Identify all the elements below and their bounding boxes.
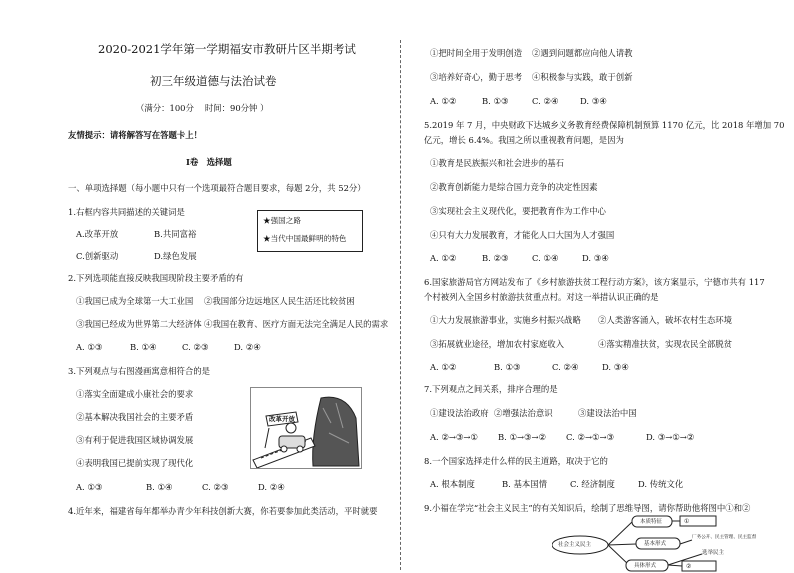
q1-option-d: D.绿色发展 (154, 251, 197, 261)
q9-stem: 9.小福在学完“社会主义民主”的有关知识后，绘制了思维导图，请你帮助他将图中①和② (424, 503, 751, 513)
q6-item-1: ①大力发展旅游事业，实施乡村振兴战略 (430, 315, 581, 325)
q6-stem-line-1: 6.国家旅游局官方网站发布了《乡村旅游扶贫工程行动方案》，该方案显示，宁德市共有 117 (424, 277, 765, 287)
q1-keyword-box (257, 210, 363, 252)
q8-stem: 8.一个国家选择走什么样的民主道路，取决于它的 (424, 456, 608, 466)
q4-option-d: D. ③④ (580, 96, 607, 106)
q6-option-b: B. ①③ (494, 362, 521, 372)
q7-option-d: D. ③→①→② (646, 432, 695, 442)
q7-item-3: ③建设法治中国 (578, 408, 637, 418)
q4-item-3: ③培养好奇心，勤于思考 (430, 72, 523, 82)
q2-option-a: A. ①③ (76, 342, 103, 352)
q5-item-3: ③实现社会主义现代化，要把教育作为工作中心 (430, 206, 606, 216)
q7-item-2: ②增强法治意识 (494, 408, 553, 418)
q7-stem: 7.下列观点之间关系，排序合理的是 (424, 384, 558, 394)
cartoon-sign-label: 改革开放 (269, 415, 295, 423)
q2-item-4: ④我国在教育、医疗方面无法完全满足人民的需求 (204, 319, 389, 329)
mind-map-label-supervision: 厂务公开、民主管理、民主监督 (692, 535, 757, 540)
column-divider (400, 40, 401, 570)
q3-option-b: B. ①④ (146, 482, 173, 492)
q2-option-c: C. ②③ (182, 342, 209, 352)
q6-item-4: ④落实精准扶贫，实现农民全部脱贫 (598, 339, 732, 349)
q2-item-3: ③我国已经成为世界第二大经济体 (76, 319, 202, 329)
q5-item-1: ①教育是民族振兴和社会进步的基石 (430, 158, 564, 168)
q7-option-b: B. ①→③→② (498, 432, 547, 442)
q5-option-c: C. ①④ (532, 253, 559, 263)
q8-option-b: B. 基本国情 (502, 479, 547, 489)
q3-stem: 3.下列观点与右图漫画寓意相符合的是 (68, 366, 210, 376)
q2-item-1: ①我国已成为全球第一大工业国 (76, 296, 194, 306)
mind-map-center: 社会主义民主 (558, 542, 592, 548)
q7-option-c: C. ②→①→③ (566, 432, 614, 442)
q3-item-3: ③有利于促进我国区域协调发展 (76, 435, 194, 445)
q3-cartoon (250, 387, 362, 469)
q8-option-a: A. 根本制度 (430, 479, 475, 489)
q6-item-2: ②人类游客涌入，破坏农村生态环境 (598, 315, 732, 325)
mind-map-node-3: 具体形式 (634, 563, 657, 569)
cartoon-illustration (251, 388, 361, 468)
q8-option-c: C. 经济制度 (570, 479, 615, 489)
q2-stem: 2.下列选项能直接反映我国现阶段主要矛盾的有 (68, 273, 244, 283)
mind-map-blank-2: ② (686, 563, 692, 570)
q6-option-d: D. ③④ (602, 362, 629, 372)
q3-item-4: ④表明我国已提前实现了现代化 (76, 458, 194, 468)
q2-option-d: D. ②④ (234, 342, 261, 352)
q5-stem-line-2: 亿元，增长 6.4%。我国之所以重视教育问题，是因为 (424, 135, 624, 145)
q1-option-c: C.创新驱动 (76, 251, 119, 261)
q1-box-line-1: ★强国之路 (263, 216, 301, 225)
right-column (402, 0, 794, 573)
q4-item-2: ②遇到问题都应向他人请教 (532, 48, 633, 58)
q2-option-b: B. ①④ (130, 342, 157, 352)
q3-item-1: ①落实全面建成小康社会的要求 (76, 389, 194, 399)
q4-option-a: A. ①② (430, 96, 457, 106)
q5-stem-line-1: 5.2019 年 7 月，中央财政下达城乡义务教育经费保障机制预算 1170 亿元，比 2018 年增加 70 (424, 120, 785, 130)
q8-option-d: D. 传统文化 (638, 479, 684, 489)
q4-item-4: ④积极参与实践，敢于创新 (532, 72, 633, 82)
q9-mind-map (552, 514, 788, 572)
friendly-tip: 友情提示：请将解答写在答题卡上！ (68, 130, 202, 140)
q3-item-2: ②基本解决我国社会的主要矛盾 (76, 412, 194, 422)
q6-item-3: ③拓展就业途径，增加农村家庭收入 (430, 339, 564, 349)
exam-title: 2020-2021学年第一学期福安市教研片区半期考试 (98, 42, 356, 56)
mind-map-label-election: 选举民主 (702, 550, 725, 556)
q1-stem: 1.右框内容共同描述的关键词是 (68, 207, 185, 217)
exam-subtitle: 初三年级道德与法治试卷 (150, 74, 277, 88)
q5-option-d: D. ③④ (582, 253, 609, 263)
q3-option-d: D. ②④ (258, 482, 285, 492)
mind-map-blank-1: ① (684, 518, 690, 525)
q4-option-b: B. ①③ (482, 96, 509, 106)
section-heading: 一、单项选择题（每小题中只有一个选项最符合题目要求，每题 2分，共 52分） (68, 183, 366, 193)
q1-option-b: B.共同富裕 (154, 229, 197, 239)
mind-map-node-1: 本质特征 (640, 519, 663, 525)
q2-item-2: ②我国部分边远地区人民生活还比较贫困 (204, 296, 355, 306)
q4-option-c: C. ②④ (532, 96, 559, 106)
exam-meta: （满分：100分 时间：90分钟 ） (136, 103, 269, 113)
q7-option-a: A. ②→③→① (430, 432, 478, 442)
q1-option-a: A.改革开放 (76, 229, 119, 239)
q4-item-1: ①把时间全用于发明创造 (430, 48, 523, 58)
q6-option-a: A. ①② (430, 362, 457, 372)
q4-stem: 4.近年来，福建省每年都举办青少年科技创新大赛，你若要参加此类活动，平时就要 (68, 506, 378, 516)
q3-option-a: A. ①③ (76, 482, 103, 492)
q5-item-2: ②教育创新能力是综合国力竞争的决定性因素 (430, 182, 598, 192)
q6-option-c: C. ②④ (552, 362, 579, 372)
q5-option-b: B. ②③ (482, 253, 509, 263)
q3-option-c: C. ②③ (202, 482, 229, 492)
q7-item-1: ①建设法治政府 (430, 408, 489, 418)
q6-stem-line-2: 个村被列入全国乡村旅游扶贫重点村。对这一举措认识正确的是 (424, 292, 659, 302)
mind-map-node-2: 基本形式 (644, 541, 667, 547)
volume-heading: Ⅰ卷 选择题 (186, 157, 232, 167)
q5-option-a: A. ①② (430, 253, 457, 263)
q5-item-4: ④只有大力发展教育，才能化人口大国为人才强国 (430, 230, 615, 240)
q1-box-line-2: ★当代中国最鲜明的特色 (263, 234, 347, 243)
